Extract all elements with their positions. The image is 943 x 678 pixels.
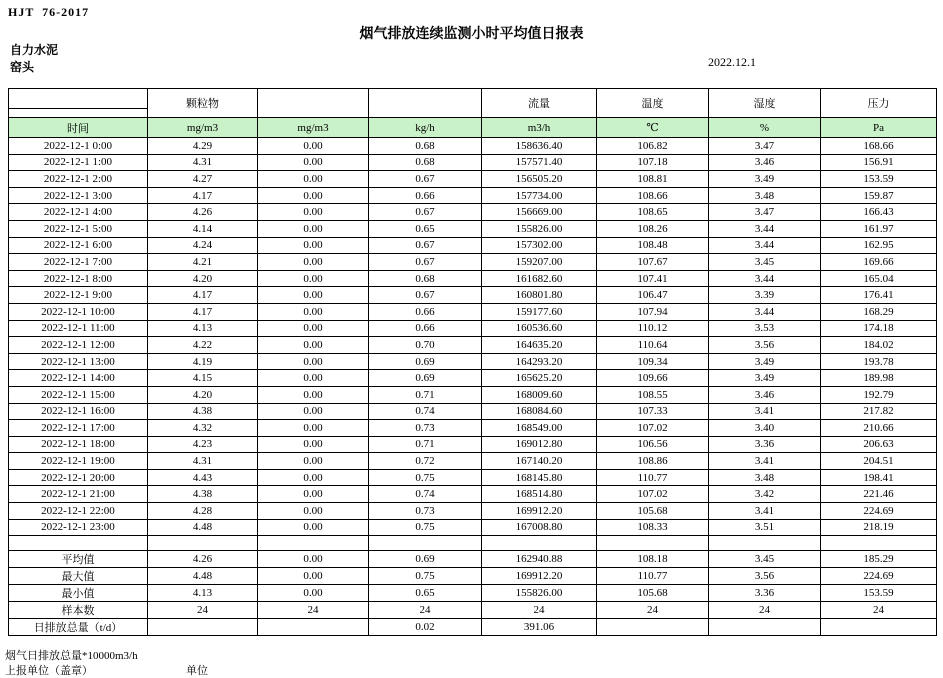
- summary-value-cell: 169912.20: [482, 568, 597, 585]
- value-cell: 108.26: [597, 220, 709, 237]
- value-cell: 161.97: [821, 220, 937, 237]
- footer-unit-label: 单位: [186, 665, 208, 677]
- value-cell: 108.86: [597, 453, 709, 470]
- value-cell: 162.95: [821, 237, 937, 254]
- value-cell: 3.47: [709, 138, 821, 155]
- value-cell: 0.65: [369, 220, 482, 237]
- value-cell: 0.71: [369, 436, 482, 453]
- value-cell: 3.53: [709, 320, 821, 337]
- value-cell: 156669.00: [482, 204, 597, 221]
- table-row: [9, 403, 937, 420]
- summary-label-cell: 日排放总量（t/d）: [9, 619, 148, 636]
- summary-value-cell: 105.68: [597, 585, 709, 602]
- monitor-point-name: 窑头: [10, 60, 35, 74]
- summary-value-cell: 24: [821, 602, 937, 619]
- value-cell: 0.00: [258, 337, 369, 354]
- value-cell: 3.49: [709, 370, 821, 387]
- value-cell: 0.00: [258, 436, 369, 453]
- value-cell: 168549.00: [482, 420, 597, 437]
- time-cell: 2022-12-1 5:00: [9, 220, 148, 237]
- value-cell: 192.79: [821, 386, 937, 403]
- blank-cell: [258, 536, 369, 551]
- value-cell: 3.49: [709, 353, 821, 370]
- value-cell: 169012.80: [482, 436, 597, 453]
- summary-value-cell: 108.18: [597, 551, 709, 568]
- value-cell: 0.67: [369, 204, 482, 221]
- summary-value-cell: 0.00: [258, 551, 369, 568]
- value-cell: 3.46: [709, 154, 821, 171]
- value-cell: 166.43: [821, 204, 937, 221]
- table-row: [9, 287, 937, 304]
- blank-cell: [148, 536, 258, 551]
- value-cell: 169912.20: [482, 503, 597, 520]
- value-cell: 0.00: [258, 204, 369, 221]
- value-cell: 0.74: [369, 486, 482, 503]
- value-cell: 3.44: [709, 237, 821, 254]
- table-row: [9, 187, 937, 204]
- table-row: [9, 386, 937, 403]
- value-cell: 4.20: [148, 270, 258, 287]
- group-header-cell: 颗粒物: [148, 89, 258, 118]
- table-row: [9, 370, 937, 387]
- value-cell: 4.13: [148, 320, 258, 337]
- time-cell: 2022-12-1 10:00: [9, 303, 148, 320]
- table-row: [9, 171, 937, 188]
- value-cell: 0.73: [369, 420, 482, 437]
- value-cell: 153.59: [821, 171, 937, 188]
- value-cell: 4.31: [148, 154, 258, 171]
- value-cell: 4.26: [148, 204, 258, 221]
- summary-value-cell: 153.59: [821, 585, 937, 602]
- summary-value-cell: 24: [482, 602, 597, 619]
- value-cell: 0.75: [369, 519, 482, 536]
- value-cell: 0.00: [258, 270, 369, 287]
- value-cell: 3.41: [709, 403, 821, 420]
- table-row: [9, 486, 937, 503]
- time-cell: 2022-12-1 16:00: [9, 403, 148, 420]
- table-row: [9, 204, 937, 221]
- table-row: [9, 436, 937, 453]
- value-cell: 168.29: [821, 303, 937, 320]
- table-row: [9, 320, 937, 337]
- value-cell: 224.69: [821, 503, 937, 520]
- table-row: [9, 337, 937, 354]
- table-row: [9, 237, 937, 254]
- value-cell: 0.00: [258, 386, 369, 403]
- value-cell: 159207.00: [482, 254, 597, 271]
- value-cell: 4.15: [148, 370, 258, 387]
- value-cell: 169.66: [821, 254, 937, 271]
- value-cell: 4.14: [148, 220, 258, 237]
- summary-value-cell: 4.13: [148, 585, 258, 602]
- summary-row: [9, 568, 937, 585]
- value-cell: 4.17: [148, 287, 258, 304]
- value-cell: 108.48: [597, 237, 709, 254]
- time-header-cell: 时间: [9, 118, 148, 138]
- value-cell: 110.64: [597, 337, 709, 354]
- value-cell: 106.47: [597, 287, 709, 304]
- value-cell: 168145.80: [482, 469, 597, 486]
- value-cell: 0.73: [369, 503, 482, 520]
- time-cell: 2022-12-1 18:00: [9, 436, 148, 453]
- value-cell: 3.40: [709, 420, 821, 437]
- summary-value-cell: 224.69: [821, 568, 937, 585]
- value-cell: 168009.60: [482, 386, 597, 403]
- value-cell: 4.17: [148, 303, 258, 320]
- summary-value-cell: [258, 619, 369, 636]
- value-cell: 110.12: [597, 320, 709, 337]
- value-cell: 0.00: [258, 403, 369, 420]
- value-cell: 0.00: [258, 138, 369, 155]
- blank-cell: [9, 536, 148, 551]
- value-cell: 0.67: [369, 254, 482, 271]
- value-cell: 218.19: [821, 519, 937, 536]
- value-cell: 164293.20: [482, 353, 597, 370]
- value-cell: 158636.40: [482, 138, 597, 155]
- value-cell: 156505.20: [482, 171, 597, 188]
- value-cell: 4.24: [148, 237, 258, 254]
- value-cell: 160801.80: [482, 287, 597, 304]
- summary-value-cell: 162940.88: [482, 551, 597, 568]
- value-cell: 164635.20: [482, 337, 597, 354]
- value-cell: 108.66: [597, 187, 709, 204]
- table-row: [9, 503, 937, 520]
- header-cell-blank: [9, 89, 148, 109]
- value-cell: 3.46: [709, 386, 821, 403]
- table-row: [9, 353, 937, 370]
- standard-code: HJT 76-2017: [8, 5, 90, 19]
- summary-value-cell: [709, 619, 821, 636]
- summary-value-cell: 24: [369, 602, 482, 619]
- summary-value-cell: 4.26: [148, 551, 258, 568]
- unit-cell: mg/m3: [148, 118, 258, 138]
- value-cell: 107.67: [597, 254, 709, 271]
- value-cell: 0.67: [369, 171, 482, 188]
- table-row: [9, 254, 937, 271]
- company-name: 自力水泥: [10, 43, 59, 57]
- value-cell: 3.41: [709, 453, 821, 470]
- value-cell: 0.75: [369, 469, 482, 486]
- report-date: 2022.12.1: [708, 55, 756, 69]
- unit-cell: ℃: [597, 118, 709, 138]
- value-cell: 3.47: [709, 204, 821, 221]
- summary-value-cell: 391.06: [482, 619, 597, 636]
- table-row: [9, 138, 937, 155]
- value-cell: 106.82: [597, 138, 709, 155]
- value-cell: 204.51: [821, 453, 937, 470]
- summary-value-cell: 185.29: [821, 551, 937, 568]
- summary-value-cell: 3.45: [709, 551, 821, 568]
- summary-value-cell: [148, 619, 258, 636]
- summary-row: [9, 585, 937, 602]
- summary-row: [9, 602, 937, 619]
- summary-value-cell: 4.48: [148, 568, 258, 585]
- unit-cell: mg/m3: [258, 118, 369, 138]
- summary-value-cell: 24: [709, 602, 821, 619]
- value-cell: 160536.60: [482, 320, 597, 337]
- group-header-cell: 流量: [482, 89, 597, 118]
- value-cell: 0.69: [369, 370, 482, 387]
- header-cell-blank: [9, 109, 148, 118]
- group-header-cell: [369, 89, 482, 118]
- value-cell: 176.41: [821, 287, 937, 304]
- page-title: 烟气排放连续监测小时平均值日报表: [359, 27, 584, 42]
- unit-header-row: [9, 118, 937, 138]
- value-cell: 108.33: [597, 519, 709, 536]
- value-cell: 4.23: [148, 436, 258, 453]
- time-cell: 2022-12-1 3:00: [9, 187, 148, 204]
- time-cell: 2022-12-1 6:00: [9, 237, 148, 254]
- time-cell: 2022-12-1 1:00: [9, 154, 148, 171]
- summary-value-cell: 0.00: [258, 585, 369, 602]
- unit-cell: kg/h: [369, 118, 482, 138]
- time-cell: 2022-12-1 7:00: [9, 254, 148, 271]
- value-cell: 189.98: [821, 370, 937, 387]
- value-cell: 107.41: [597, 270, 709, 287]
- footer-report-unit-label: 上报单位（盖章）: [5, 665, 93, 677]
- value-cell: 198.41: [821, 469, 937, 486]
- value-cell: 0.00: [258, 420, 369, 437]
- value-cell: 168514.80: [482, 486, 597, 503]
- value-cell: 3.44: [709, 303, 821, 320]
- table-row: [9, 420, 937, 437]
- value-cell: 106.56: [597, 436, 709, 453]
- group-header-cell: 湿度: [709, 89, 821, 118]
- blank-cell: [597, 536, 709, 551]
- summary-value-cell: 24: [258, 602, 369, 619]
- summary-value-cell: 155826.00: [482, 585, 597, 602]
- value-cell: 109.34: [597, 353, 709, 370]
- value-cell: 107.33: [597, 403, 709, 420]
- value-cell: 221.46: [821, 486, 937, 503]
- value-cell: 0.71: [369, 386, 482, 403]
- summary-value-cell: 110.77: [597, 568, 709, 585]
- value-cell: 0.00: [258, 503, 369, 520]
- group-header-cell: 温度: [597, 89, 709, 118]
- summary-value-cell: 0.65: [369, 585, 482, 602]
- value-cell: 4.48: [148, 519, 258, 536]
- summary-label-cell: 最小值: [9, 585, 148, 602]
- blank-cell: [482, 536, 597, 551]
- summary-value-cell: 0.75: [369, 568, 482, 585]
- value-cell: 3.48: [709, 469, 821, 486]
- value-cell: 165625.20: [482, 370, 597, 387]
- time-cell: 2022-12-1 11:00: [9, 320, 148, 337]
- summary-value-cell: 0.02: [369, 619, 482, 636]
- value-cell: 157571.40: [482, 154, 597, 171]
- table-row: [9, 220, 937, 237]
- unit-cell: %: [709, 118, 821, 138]
- group-header-cell: 压力: [821, 89, 937, 118]
- value-cell: 3.51: [709, 519, 821, 536]
- value-cell: 108.81: [597, 171, 709, 188]
- time-cell: 2022-12-1 20:00: [9, 469, 148, 486]
- value-cell: 4.22: [148, 337, 258, 354]
- summary-value-cell: 3.36: [709, 585, 821, 602]
- summary-value-cell: 3.56: [709, 568, 821, 585]
- value-cell: 0.00: [258, 187, 369, 204]
- value-cell: 193.78: [821, 353, 937, 370]
- time-cell: 2022-12-1 14:00: [9, 370, 148, 387]
- value-cell: 4.31: [148, 453, 258, 470]
- value-cell: 0.70: [369, 337, 482, 354]
- blank-cell: [369, 536, 482, 551]
- value-cell: 4.43: [148, 469, 258, 486]
- value-cell: 0.68: [369, 138, 482, 155]
- value-cell: 0.67: [369, 287, 482, 304]
- value-cell: 0.74: [369, 403, 482, 420]
- value-cell: 3.45: [709, 254, 821, 271]
- value-cell: 3.36: [709, 436, 821, 453]
- blank-cell: [821, 536, 937, 551]
- value-cell: 0.69: [369, 353, 482, 370]
- value-cell: 4.32: [148, 420, 258, 437]
- value-cell: 0.67: [369, 237, 482, 254]
- value-cell: 107.02: [597, 486, 709, 503]
- value-cell: 184.02: [821, 337, 937, 354]
- time-cell: 2022-12-1 19:00: [9, 453, 148, 470]
- time-cell: 2022-12-1 4:00: [9, 204, 148, 221]
- value-cell: 3.39: [709, 287, 821, 304]
- summary-value-cell: [597, 619, 709, 636]
- value-cell: 0.66: [369, 187, 482, 204]
- group-header-cell: [258, 89, 369, 118]
- value-cell: 0.00: [258, 154, 369, 171]
- summary-value-cell: 24: [148, 602, 258, 619]
- unit-cell: Pa: [821, 118, 937, 138]
- value-cell: 0.00: [258, 453, 369, 470]
- footer-note: 烟气日排放总量*10000m3/h: [5, 650, 138, 662]
- value-cell: 157302.00: [482, 237, 597, 254]
- value-cell: 0.72: [369, 453, 482, 470]
- value-cell: 0.00: [258, 486, 369, 503]
- time-cell: 2022-12-1 17:00: [9, 420, 148, 437]
- value-cell: 167008.80: [482, 519, 597, 536]
- summary-label-cell: 样本数: [9, 602, 148, 619]
- value-cell: 0.00: [258, 303, 369, 320]
- value-cell: 0.00: [258, 519, 369, 536]
- value-cell: 3.42: [709, 486, 821, 503]
- value-cell: 0.00: [258, 287, 369, 304]
- value-cell: 165.04: [821, 270, 937, 287]
- value-cell: 107.02: [597, 420, 709, 437]
- value-cell: 3.44: [709, 220, 821, 237]
- value-cell: 159177.60: [482, 303, 597, 320]
- value-cell: 108.55: [597, 386, 709, 403]
- value-cell: 0.66: [369, 320, 482, 337]
- time-cell: 2022-12-1 8:00: [9, 270, 148, 287]
- group-header-row: [9, 89, 937, 109]
- table-row: [9, 270, 937, 287]
- value-cell: 105.68: [597, 503, 709, 520]
- summary-value-cell: [821, 619, 937, 636]
- table-row: [9, 453, 937, 470]
- table-row: [9, 469, 937, 486]
- value-cell: 206.63: [821, 436, 937, 453]
- summary-label-cell: 最大值: [9, 568, 148, 585]
- value-cell: 4.19: [148, 353, 258, 370]
- time-cell: 2022-12-1 22:00: [9, 503, 148, 520]
- table-row: [9, 303, 937, 320]
- time-cell: 2022-12-1 9:00: [9, 287, 148, 304]
- value-cell: 210.66: [821, 420, 937, 437]
- value-cell: 159.87: [821, 187, 937, 204]
- value-cell: 0.68: [369, 270, 482, 287]
- value-cell: 4.29: [148, 138, 258, 155]
- value-cell: 155826.00: [482, 220, 597, 237]
- value-cell: 0.00: [258, 353, 369, 370]
- time-cell: 2022-12-1 12:00: [9, 337, 148, 354]
- summary-row: [9, 551, 937, 568]
- value-cell: 3.48: [709, 187, 821, 204]
- value-cell: 217.82: [821, 403, 937, 420]
- value-cell: 168084.60: [482, 403, 597, 420]
- value-cell: 156.91: [821, 154, 937, 171]
- value-cell: 107.18: [597, 154, 709, 171]
- time-cell: 2022-12-1 13:00: [9, 353, 148, 370]
- blank-row: [9, 536, 937, 551]
- value-cell: 3.56: [709, 337, 821, 354]
- table-row: [9, 154, 937, 171]
- value-cell: 0.68: [369, 154, 482, 171]
- value-cell: 161682.60: [482, 270, 597, 287]
- report-table: [8, 88, 937, 636]
- value-cell: 4.38: [148, 486, 258, 503]
- value-cell: 107.94: [597, 303, 709, 320]
- value-cell: 0.00: [258, 254, 369, 271]
- summary-label-cell: 平均值: [9, 551, 148, 568]
- table-row: [9, 519, 937, 536]
- value-cell: 110.77: [597, 469, 709, 486]
- value-cell: 157734.00: [482, 187, 597, 204]
- value-cell: 167140.20: [482, 453, 597, 470]
- value-cell: 0.00: [258, 469, 369, 486]
- unit-cell: m3/h: [482, 118, 597, 138]
- value-cell: 109.66: [597, 370, 709, 387]
- value-cell: 174.18: [821, 320, 937, 337]
- value-cell: 108.65: [597, 204, 709, 221]
- value-cell: 4.28: [148, 503, 258, 520]
- time-cell: 2022-12-1 23:00: [9, 519, 148, 536]
- time-cell: 2022-12-1 2:00: [9, 171, 148, 188]
- time-cell: 2022-12-1 15:00: [9, 386, 148, 403]
- value-cell: 3.49: [709, 171, 821, 188]
- summary-value-cell: 24: [597, 602, 709, 619]
- value-cell: 4.38: [148, 403, 258, 420]
- value-cell: 3.44: [709, 270, 821, 287]
- value-cell: 0.00: [258, 320, 369, 337]
- summary-row: [9, 619, 937, 636]
- value-cell: 168.66: [821, 138, 937, 155]
- blank-cell: [709, 536, 821, 551]
- value-cell: 0.00: [258, 220, 369, 237]
- value-cell: 3.41: [709, 503, 821, 520]
- value-cell: 0.00: [258, 171, 369, 188]
- report-table-body: [9, 89, 937, 636]
- value-cell: 0.00: [258, 370, 369, 387]
- time-cell: 2022-12-1 0:00: [9, 138, 148, 155]
- summary-value-cell: 0.69: [369, 551, 482, 568]
- value-cell: 4.27: [148, 171, 258, 188]
- time-cell: 2022-12-1 21:00: [9, 486, 148, 503]
- value-cell: 0.66: [369, 303, 482, 320]
- value-cell: 4.17: [148, 187, 258, 204]
- value-cell: 0.00: [258, 237, 369, 254]
- value-cell: 4.20: [148, 386, 258, 403]
- summary-value-cell: 0.00: [258, 568, 369, 585]
- value-cell: 4.21: [148, 254, 258, 271]
